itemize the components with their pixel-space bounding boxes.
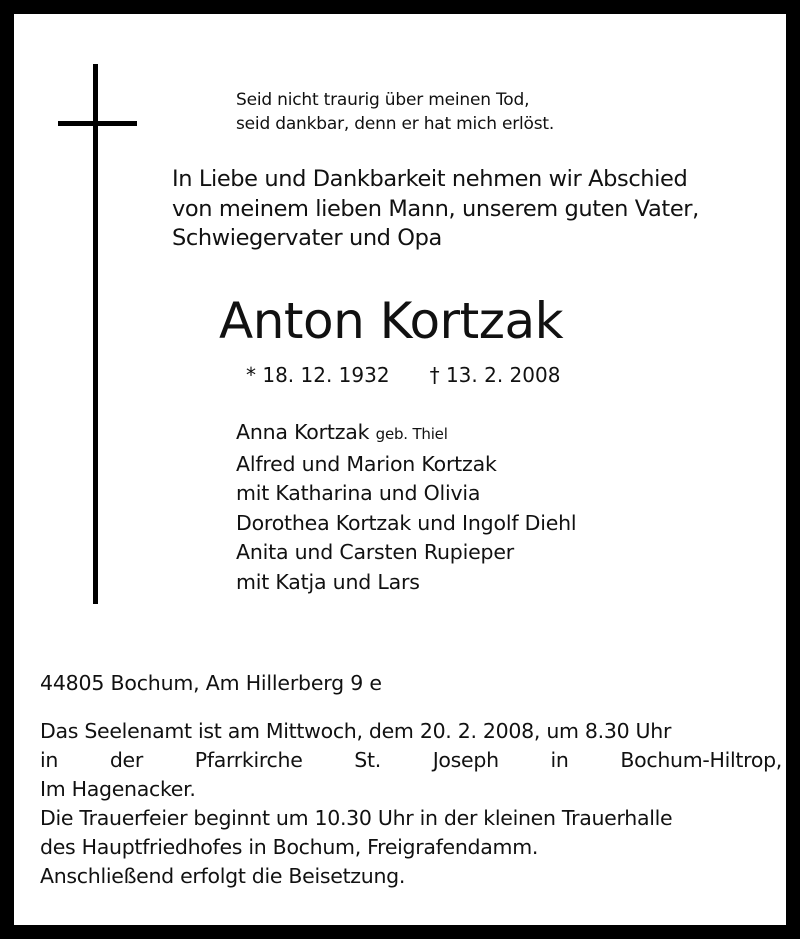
birth-date: * 18. 12. 1932: [246, 363, 390, 387]
family-address: 44805 Bochum, Am Hillerberg 9 e: [40, 671, 382, 695]
mourner-line: Alfred und Marion Kortzak: [236, 451, 497, 476]
mourner-line: Dorothea Kortzak und Ingolf Diehl: [236, 510, 577, 535]
intro-line: In Liebe und Dankbarkeit nehmen wir Abschied: [172, 166, 688, 192]
death-date: † 13. 2. 2008: [429, 363, 561, 387]
service-info: [40, 717, 782, 891]
motto: [236, 88, 554, 136]
deceased-name: Anton Kortzak: [219, 292, 564, 350]
service-line: in der Pfarrkirche St. Joseph in Bochum-Hiltrop,: [40, 748, 782, 772]
intro-line: von meinem lieben Mann, unserem guten Vater,: [172, 195, 699, 222]
mourner-line: Anita und Carsten Rupieper: [236, 540, 514, 564]
intro-text: [172, 165, 699, 254]
cross-icon-bar: [58, 121, 137, 126]
mourner-line: mit Katja und Lars: [236, 569, 420, 594]
life-dates: [246, 362, 560, 388]
service-line: Anschließend erfolgt die Beisetzung.: [40, 864, 406, 888]
motto-line: Seid nicht traurig über meinen Tod,: [236, 90, 530, 110]
service-line: Das Seelenamt ist am Mittwoch, dem 20. 2. 2008, um 8.30 Uhr: [40, 719, 672, 743]
service-line: des Hauptfriedhofes in Bochum, Freigrafendamm.: [40, 835, 539, 859]
mourner-line: mit Katharina und Olivia: [236, 481, 481, 505]
service-line: Die Trauerfeier beginnt um 10.30 Uhr in der kleinen Trauerhalle: [40, 806, 673, 830]
mourners-list: [236, 418, 576, 597]
motto-line: seid dankbar, denn er hat mich erlöst.: [236, 114, 555, 134]
intro-line: Schwiegervater und Opa: [172, 225, 442, 251]
maiden-name: geb. Thiel: [375, 425, 448, 443]
mourner-line: [236, 418, 576, 450]
widow-name: Anna Kortzak: [236, 420, 370, 444]
service-line: Im Hagenacker.: [40, 777, 196, 801]
cross-icon: [93, 64, 98, 604]
